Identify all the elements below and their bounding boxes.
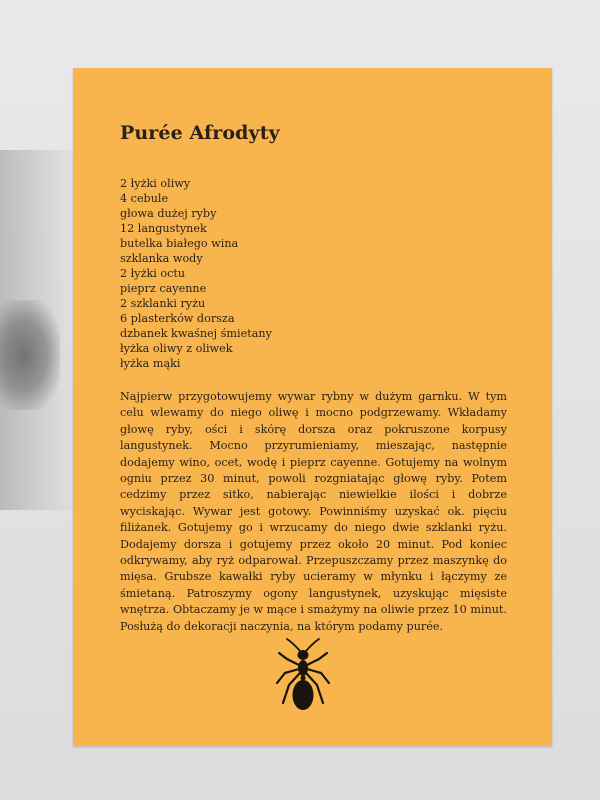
ingredient-item: dzbanek kwaśnej śmietany	[120, 327, 272, 340]
ingredient-item: 6 plasterków dorsza	[120, 312, 235, 325]
ingredient-item: łyżka mąki	[120, 357, 181, 370]
ingredient-item: 2 szklanki ryżu	[120, 297, 206, 310]
ingredient-item: 12 langustynek	[120, 222, 207, 235]
recipe-card	[73, 68, 552, 746]
ingredient-item: szklanka wody	[120, 252, 203, 265]
ingredient-item: 4 cebule	[120, 192, 169, 205]
ingredient-item: pieprz cayenne	[120, 282, 207, 295]
ingredient-item: głowa dużej ryby	[120, 207, 217, 220]
ingredient-item: 2 łyżki octu	[120, 267, 186, 280]
ingredients-list	[120, 176, 507, 371]
recipe-title: Purée Afrodyty	[120, 122, 280, 144]
ingredient-item: 2 łyżki oliwy	[120, 177, 191, 190]
ingredient-item: łyżka oliwy z oliwek	[120, 342, 233, 355]
recipe-content	[120, 122, 507, 635]
recipe-method: Najpierw przygotowujemy wywar rybny w dużym garnku. W tym celu wlewamy do niego oliwę i mocno podgrzewamy. Wkładamy głowę ryby, ości i skórę dorsza oraz pokruszone korpusy langustynek. Mocno przyrumieniamy, mieszając, następnie dodajemy wino, ocet, wodę i pieprz cayenne. Gotujemy na wolnym ogniu przez 30 minut, powoli rozgniatając głowę ryby. Potem cedzimy przez sitko, nabierając niewielkie ilości i dobrze wyciskając. Wywar jest gotowy. Powinniśmy uzyskać ok. pięciu filiżanek. Gotujemy go i wrzucamy do niego dwie szklanki ryżu. Dodajemy dorsza i gotujemy przez około 20 minut. Pod koniec odkrywamy, aby ryż odparował. Przepuszczamy przez maszynkę do mięsa. Grubsze kawałki ryby ucieramy w młynku i łączymy ze śmietaną. Patroszymy ogony langustynek, uzyskując mięsiste wnętrza. Obtaczamy je w mące i smażymy na oliwie przez 10 minut. Posłużą do dekoracji naczynia, na którym podamy purée.	[120, 390, 507, 633]
ant-icon	[273, 635, 333, 725]
background-shadow	[0, 300, 60, 410]
ingredient-item: butelka białego wina	[120, 237, 239, 250]
